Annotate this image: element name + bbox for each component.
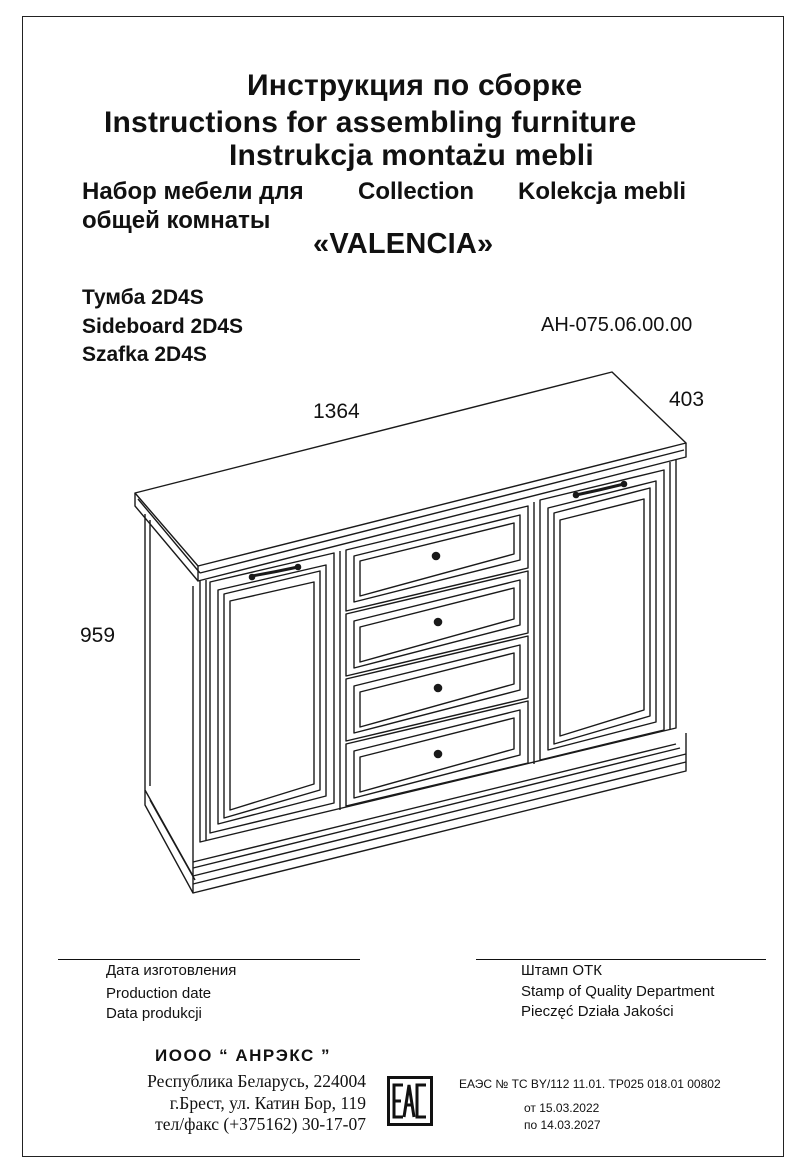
certificate-to: по 14.03.2027: [524, 1118, 601, 1132]
collection-en: Collection: [358, 178, 475, 205]
production-date-pl: Data produkcji: [106, 1005, 202, 1022]
collection-pl: Kolekcja mebli: [518, 178, 687, 205]
certificate-from: от 15.03.2022: [524, 1101, 600, 1115]
collection-ru-line2: общей комнаты: [82, 207, 271, 234]
title-pl: Instrukcja montażu mebli: [229, 139, 594, 172]
eac-mark-icon: [387, 1076, 433, 1126]
dimension-height: 959: [80, 624, 116, 647]
product-name-ru: Тумба 2D4S: [82, 286, 204, 309]
product-code: АН-075.06.00.00: [541, 314, 693, 336]
company-address-line2: г.Брест, ул. Катин Бор, 119: [169, 1093, 366, 1113]
stamp-pl: Pieczęć Działa Jakości: [521, 1003, 674, 1020]
dimension-width: 1364: [313, 400, 360, 423]
dimension-depth: 403: [669, 388, 705, 411]
stamp-line: [476, 959, 766, 960]
stamp-ru: Штамп ОТК: [521, 962, 602, 979]
product-name-pl: Szafka 2D4S: [82, 343, 207, 366]
production-date-ru: Дата изготовления: [106, 962, 237, 979]
stamp-en: Stamp of Quality Department: [521, 983, 715, 1000]
production-date-line: [58, 959, 360, 960]
collection-name: «VALENCIA»: [313, 228, 494, 260]
company-address-line1: Республика Беларусь, 224004: [147, 1071, 366, 1091]
company-name: ИООО “ АНРЭКС ”: [155, 1046, 331, 1065]
production-date-en: Production date: [106, 985, 212, 1002]
product-name-en: Sideboard 2D4S: [82, 315, 244, 338]
title-en: Instructions for assembling furniture: [104, 106, 637, 139]
certificate-number: ЕАЭС № ТС BY/112 11.01. ТР025 018.01 00802: [459, 1077, 721, 1091]
collection-ru-line1: Набор мебели для: [82, 178, 304, 205]
title-ru: Инструкция по сборке: [247, 69, 583, 102]
company-phone: тел/факс (+375162) 30-17-07: [155, 1114, 366, 1134]
